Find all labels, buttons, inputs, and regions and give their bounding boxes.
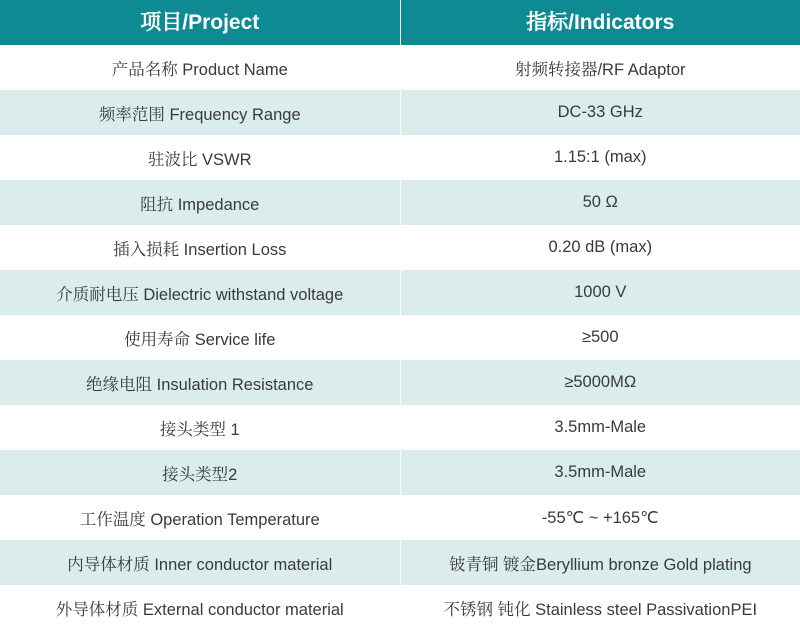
cell-project: 插入损耗 Insertion Loss bbox=[0, 225, 400, 270]
column-header-project: 项目/Project bbox=[0, 0, 400, 45]
cell-indicator: 3.5mm-Male bbox=[400, 450, 800, 495]
table-row bbox=[0, 180, 800, 225]
table-row bbox=[0, 225, 800, 270]
table-row bbox=[0, 135, 800, 180]
table-row bbox=[0, 315, 800, 360]
cell-project: 驻波比 VSWR bbox=[0, 135, 400, 180]
table-row bbox=[0, 360, 800, 405]
table-row bbox=[0, 90, 800, 135]
cell-indicator: DC-33 GHz bbox=[400, 90, 800, 135]
cell-indicator: 3.5mm-Male bbox=[400, 405, 800, 450]
cell-indicator: 1000 V bbox=[400, 270, 800, 315]
cell-indicator: ≥500 bbox=[400, 315, 800, 360]
table-row bbox=[0, 495, 800, 540]
cell-indicator: 铍青铜 镀金Beryllium bronze Gold plating bbox=[400, 540, 800, 585]
cell-indicator: ≥5000MΩ bbox=[400, 360, 800, 405]
cell-project: 外导体材质 External conductor material bbox=[0, 585, 400, 630]
cell-indicator: 1.15:1 (max) bbox=[400, 135, 800, 180]
table-row bbox=[0, 540, 800, 585]
cell-project: 产品名称 Product Name bbox=[0, 45, 400, 90]
table-row bbox=[0, 450, 800, 495]
cell-indicator: 不锈钢 钝化 Stainless steel PassivationPEI bbox=[400, 585, 800, 630]
table-header-row bbox=[0, 0, 800, 45]
cell-project: 工作温度 Operation Temperature bbox=[0, 495, 400, 540]
table-row bbox=[0, 405, 800, 450]
table-body bbox=[0, 45, 800, 630]
cell-project: 介质耐电压 Dielectric withstand voltage bbox=[0, 270, 400, 315]
cell-project: 阻抗 Impedance bbox=[0, 180, 400, 225]
cell-indicator: -55℃ ~ +165℃ bbox=[400, 495, 800, 540]
table-row bbox=[0, 585, 800, 630]
cell-indicator: 0.20 dB (max) bbox=[400, 225, 800, 270]
cell-project: 接头类型2 bbox=[0, 450, 400, 495]
cell-project: 频率范围 Frequency Range bbox=[0, 90, 400, 135]
cell-project: 绝缘电阻 Insulation Resistance bbox=[0, 360, 400, 405]
cell-project: 接头类型 1 bbox=[0, 405, 400, 450]
table-row bbox=[0, 45, 800, 90]
cell-indicator: 射频转接器/RF Adaptor bbox=[400, 45, 800, 90]
table-header bbox=[0, 0, 800, 45]
cell-project: 使用寿命 Service life bbox=[0, 315, 400, 360]
cell-project: 内导体材质 Inner conductor material bbox=[0, 540, 400, 585]
table-row bbox=[0, 270, 800, 315]
column-header-indicators: 指标/Indicators bbox=[400, 0, 800, 45]
cell-indicator: 50 Ω bbox=[400, 180, 800, 225]
